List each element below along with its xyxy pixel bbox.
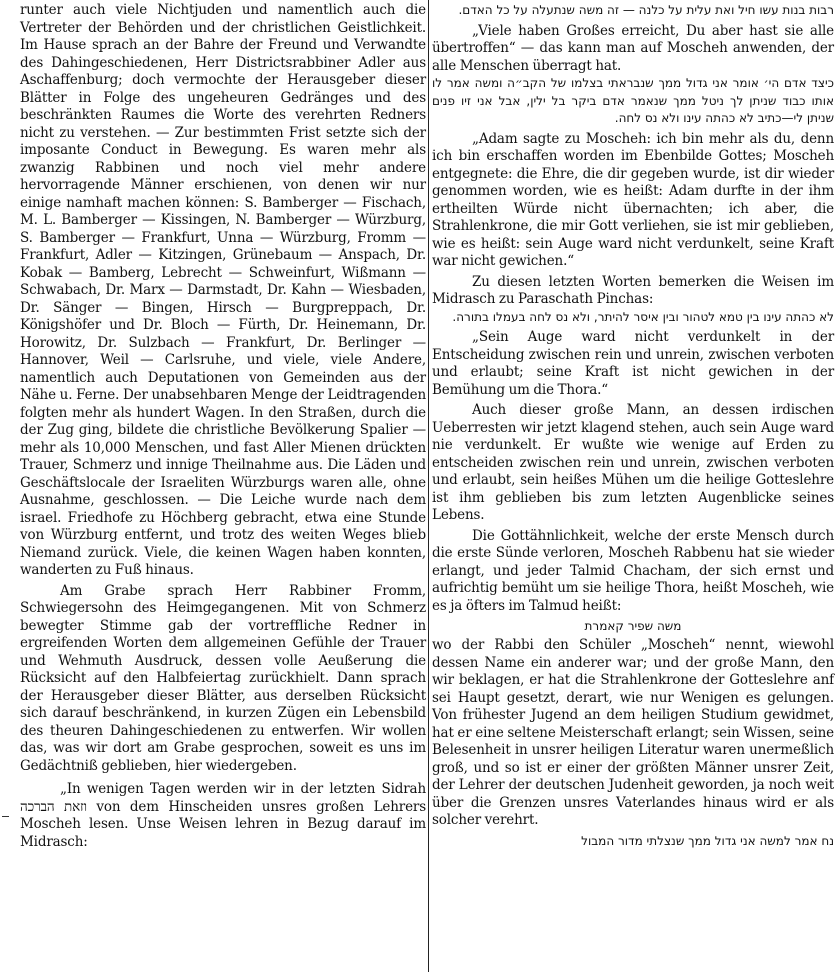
column-divider (428, 0, 429, 972)
left-column (20, 2, 426, 851)
paragraph-great-man: Auch dieser große Mann, an dessen irdischen Ueberresten wir jetzt klagend stehen, auch sein Auge ward nie verdunkelt. Er wußte wie wenige auf Erden zu entscheiden zwischen rein und unrein, zwischen verboten und erlaubt, sein heißes Mühen um die heilige Gotteslehre ist ihm geblieben bis zum letzten Augenblicke seines Lebens. (432, 402, 834, 523)
paragraph-procession: runter auch viele Nichtjuden und namentlich auch die Vertreter der Behörden und der christlichen Geistlichkeit. Im Hause sprach an der Bahre der Freund und Verwandte des Dahingeschiedenen, Herr Districtsrabbiner Adler aus Aschaffenburg; doch vermochte der Herausgeber dieser Blätter in Folge des ungeheuren Gedränges und des beschränkten Raumes die Worte des verehrten Redners nicht zu verstehen. — Zur bestimmten Frist setzte sich der imposante Conduct in Bewegung. Es waren mehr als zwanzig Rabbinen und noch viel mehr andere hervorragende Männer erschienen, von denen wir nur einige namhaft machen können: S. Bamberger — Fischach, M. L. Bamberger — Kissingen, N. Bamberger — Würzburg, S. Bamberger — Frankfurt, Unna — Würzburg, Fromm — Frankfurt, Adler — Kitzingen, Grünebaum — Anspach, Dr. Kobak — Bamberg, Lebrecht — Schweinfurt, Wißmann — Schwabach, Dr. Marx — Darmstadt, Dr. Kahn — Wiesbaden, Dr. Sänger — Bingen, Hirsch — Burgpreppach, Dr. Königshöfer und Dr. Bloch — Fürth, Dr. Heinemann, Dr. Horowitz, Dr. Sulzbach — Frankfurt, Dr. Berlinger — Hannover, Weil — Carlsruhe, und viele, viele Andere, namentlich auch Deputationen von Gemeinden aus der Nähe u. Ferne. Der unabsehbaren Menge der Leidtragenden folgten mehr als hundert Wagen. In den Straßen, durch die der Zug ging, bildete die christliche Bevölkerung Spalier — mehr als 10,000 Menschen, und fast Aller Mienen drückten Trauer, Schmerz und innige Theilnahme aus. Die Läden und Geschäftslocale der Israeliten Würzburgs waren alle, ohne Ausnahme, geschlossen. — Die Leiche wurde nach dem israel. Friedhofe zu Höchberg gebracht, etwa eine Stunde von Würzburg entfernt, und trotz des weiten Weges blieb Niemand zurück. Viele, die keinen Wagen haben konnten, wanderten zu Fuß hinaus. (20, 2, 426, 578)
paragraph-midrasch-pinchas: Zu diesen letzten Worten bemerken die Weisen im Midrasch zu Paraschath Pinchas: (432, 273, 834, 307)
right-column (432, 2, 834, 850)
hebrew-quote-pinchas: לא כהתה עינו בין טמא לטהור ובין איסר להיתר, ולא נס לחה בעמלו בתורה. (452, 309, 834, 324)
hebrew-quote-adam-moses: כיצד אדם הי׳ אומר אני גדול ממך שנבראתי בצלמו של הקב״ה ומשה אמר לו אותו כבוד שניתן לך ניטל ממך שנאמר אדם ביקר בל ילין, אבל אני זיו פנים שניתן לי—כתיב לא כהתה עינו ולא נס לחה. (432, 76, 834, 125)
hebrew-quote-talmud: משה שפיר קאמרת (584, 619, 682, 633)
paragraph-godliness: Die Gottähnlichkeit, welche der erste Mensch durch die erste Sünde verloren, Moscheh Rabbenu hat sie wieder erlangt, und jeder Talmid Chacham, der sich ernst und aufrichtig bemüht um sie heilige Thora, heißt Moscheh, wie es ja öfters im Talmud heißt: (432, 527, 834, 614)
paragraph-translation-pinchas: „Sein Auge ward nicht verdunkelt in der Entscheidung zwischen rein und unrein, zwischen verboten und erlaubt; seine Kraft ist nicht gewichen in der Bemühung um die Thora.“ (432, 329, 834, 398)
hebrew-quote-noah: נח אמר למשה אני גדול ממך שנצלתי מדור המבול (581, 833, 834, 848)
paragraph-grave-speeches: Am Grabe sprach Herr Rabbiner Fromm, Schwiegersohn des Heimgegangenen. Mit von Schmerz bewegter Stimme gab der vortreffliche Redner in ergreifenden Worten dem allgemeinen Gefühle der Trauer und Wehmuth Ausdruck, dessen volle Aeußerung die Rücksicht auf den Halbfeiertag zurückhielt. Dann sprach der Herausgeber dieser Blätter, aus derselben Rücksicht sich darauf beschränkend, in kurzen Zügen ein Lebensbild des theuren Dahingeschiedenen zu entwerfen. Wir wollen das, was wir dort am Grabe gesprochen, soweit es uns im Gedächtniß geblieben, hier wiedergeben. (20, 582, 426, 774)
hebrew-quote-proverbs: רבות בנות עשו חיל ואת עלית על כלנה — זה משה שנתעלה על כל האדם. (458, 3, 834, 17)
paragraph-sermon-opening: „In wenigen Tagen werden wir in der letzten Sidrah וזאת הברכה von dem Hinscheiden unsres großen Lehrers Moscheh lesen. Unse Weisen lehren in Bezug darauf im Midrasch: (20, 781, 426, 850)
paragraph-crown-of-torah: wo der Rabbi den Schüler „Moscheh“ nennt, wiewohl dessen Name ein anderer war; und der große Mann, den wir beklagen, er hat die Strahlenkrone der Gotteslehre anf sei Haupt gesetzt, derart, wie nur Wenigen es gelungen. Von frühester Jugend an dem heiligen Studium gewidmet, hat er eine seltene Meisterschaft erlangt; sein Wissen, seine Belesenheit in unsrer heiligen Literatur waren unermeßlich groß, und so ist er einer der größten Männer unsrer Zeit, der Lehrer der deutschen Judenheit geworden, ja noch weit über die Grenzen unsres Vaterlandes hinaus wird er als solcher verehrt. (432, 637, 834, 828)
margin-mark (2, 816, 9, 817)
paragraph-translation-adam-moses: „Adam sagte zu Moscheh: ich bin mehr als du, denn ich bin erschaffen worden im Ebenbilde Gottes; Moscheh entgegnete: die Ehre, die dir gegeben wurde, ist dir wieder genommen worden, wie es heißt: Adam durfte in der ihm ertheilten Würde nicht übernachten; ich aber, die Strahlenkrone, die mir Gott verliehen, sie ist mir geblieben, wie es heißt: sein Auge ward nicht verdunkelt, seine Kraft war nicht gewichen.“ (432, 130, 834, 269)
paragraph-translation-proverbs: „Viele haben Großes erreicht, Du aber hast sie alle übertroffen“ — das kann man auf Moscheh anwenden, der alle Menschen überragt hat. (432, 22, 834, 74)
